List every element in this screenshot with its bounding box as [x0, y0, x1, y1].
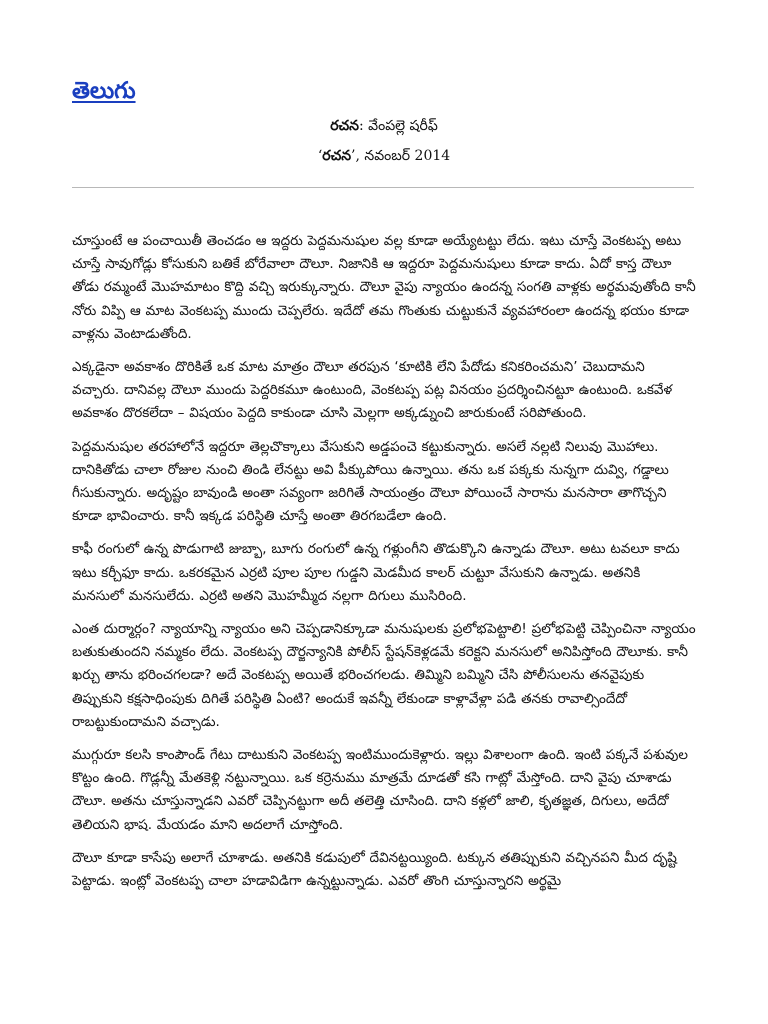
- article-paragraph: చూస్తుంటే ఆ పంచాయితీ తెంచడం ఆ ఇద్దరు పెద్దమనుషుల వల్ల కూడా అయ్యేటట్టు లేదు. ఇటు చూస్తే వెంకటప్ప అటు చూస్తే సావుగోడ్లు కోసుకుని బతికే బోరేవాలా దౌలూ. నిజానికి ఆ ఇద్దరూ పెద్దమనుషులు కూడా కాదు. ఏదో కాస్త దౌలూ తోడు రమ్మంటే మొహమాటం కొద్ది వచ్చి ఇరుక్కున్నారు. దౌలూ వైపు న్యాయం ఉందన్న సంగతి వాళ్లకు అర్థమవుతోంది కానీ నోరు విప్పి ఆ మాట వెంకటప్ప ముందు చెప్పలేరు. ఇదేదో తమ గొంతుకు చుట్టుకునే వ్యవహారంలా ఉందన్న భయం కూడా వాళ్లను వెంటాడుతోంది.: [72, 233, 696, 342]
- author-name: వేంపల్లె షరీఫ్: [368, 118, 438, 134]
- article-body: [72, 230, 696, 903]
- author-line: [0, 116, 768, 136]
- article-paragraph: ఎంత దుర్మార్గం? న్యాయాన్ని న్యాయం అని చెప్పడానిక్కూడా మనుషులకు ప్రలోభపెట్టాలి! ప్రలోభపెట్టి చెప్పించినా న్యాయం బతుకుతుందని నమ్మకం లేదు. వెంకటప్ప దౌర్జన్యానికి పోలీస్ స్టేషన్‌కెళ్లడమే కరెక్టని మనసులో అనిపిస్తోంది దౌలూకు. కానీ ఖర్చు తాను భరించగలడా? అదే వెంకటప్ప అయితే భరించగలడు. తిమ్మిని బమ్మిని చేసి పోలీసులను తనవైపుకు తిప్పుకుని కక్షసాధింపుకు దిగితే పరిస్థితి ఏంటి? అందుకే ఇవన్నీ లేకుండా కాళ్లావేళ్లా పడి తనకు రావాల్సిందేదో రాబట్టుకుందామని వచ్చాడు.: [72, 621, 696, 730]
- horizontal-divider: [72, 187, 694, 188]
- article-paragraph: దౌలూ కూడా కాసేపు అలాగే చూశాడు. అతనికి కడుపులో దేవినట్టయ్యింది. టక్కున తతిప్పుకుని వచ్చినపని మీద దృష్టి పెట్టాడు. ఇంట్లో వెంకటప్ప చాలా హడావిడిగా ఉన్నట్టున్నాడు. ఎవరో తొంగి చూస్తున్నారని అర్థమై: [72, 849, 677, 890]
- article-paragraph: ఎక్కడైనా అవకాశం దొరికితే ఒక మాట మాత్రం దౌలూ తరపున ‘కూటికి లేని పేదోడు కనికరించమని’ చెబుదామని వచ్చారు. దానివల్ల దౌలూ ముందు పెద్దరికమూ ఉంటుంది, వెంకటప్ప పట్ల వినయం ప్రదర్శించినట్టూ ఉంటుంది. ఒకవేళ అవకాశం దొరకలేదా – విషయం పెద్దది కాకుండా చూసి మెల్లగా అక్కడ్నుంచి జారుకుంటే సరిపోతుంది.: [72, 359, 673, 422]
- publication-line: [0, 146, 768, 166]
- source-quote-close: ’: [351, 148, 356, 164]
- article-paragraph: పెద్దమనుషుల తరహాలోనే ఇద్దరూ తెల్లచొక్కాలు వేసుకుని అడ్డపంచె కట్టుకున్నారు. అసలే నల్లటి నిలువు మొహాలు. దానికితోడు చాలా రోజుల నుంచి తిండి లేనట్టు అవి పీక్కుపోయి ఉన్నాయి. తను ఒక పక్కకు నున్నగా దువ్వి, గడ్డాలు గీసుకున్నారు. అదృష్టం బావుండి అంతా సవ్యంగా జరిగితే సాయంత్రం దౌలూ పోయించే సారాను మనసారా తాగొచ్చని కూడా భావించారు. కానీ ఇక్కడ పరిస్థితి చూస్తే అంతా తిరగబడేలా ఉంది.: [72, 438, 669, 525]
- source-name: రచన: [322, 148, 352, 164]
- article-paragraph: కాఫీ రంగులో ఉన్న పొడుగాటి జుబ్బా, బూగు రంగులో ఉన్న గళ్లుంగీని తొడుక్కొని ఉన్నాడు దౌలూ. అటు టవలూ కాదు ఇటు కర్చీఫూ కాదు. ఒకరకమైన ఎర్రటి పూల పూల గుడ్డని మెడమీద కాలర్ చుట్టూ వేసుకుని ఉన్నాడు. అతనికి మనసులో మనసులేదు. ఎర్రటి అతని మొహమ్మీద నల్లగా దిగులు ముసిరింది.: [72, 541, 680, 604]
- site-title: [72, 76, 136, 106]
- article-paragraph: ముగ్గురూ కలసి కాంపౌండ్ గేటు దాటుకుని వెంకటప్ప ఇంటిముందుకెళ్లారు. ఇల్లు విశాలంగా ఉంది. ఇంటి పక్కనే పశువుల కొట్టం ఉంది. గొడ్లన్నీ మేతకెళ్లి నట్టున్నాయి. ఒక కర్రెనుము మాత్రమే దూడతో కసి గాట్లో మేస్తోంది. దాని వైపు చూశాడు దౌలూ. అతను చూస్తున్నాడని ఎవరో చెప్పినట్టుగా అదీ తలెత్తి చూసింది. దాని కళ్లలో జాలి, కృతజ్ఞత, దిగులు, అదేదో తెలియని భాష. మేయడం మాని అదలాగే చూస్తోంది.: [72, 747, 688, 833]
- author-label: రచన: [330, 118, 359, 134]
- site-title-link[interactable]: తెలుగు: [72, 78, 136, 104]
- publication-date: , నవంబర్ 2014: [355, 148, 451, 164]
- source-quote-open: ‘: [317, 148, 323, 164]
- author-separator: :: [358, 118, 369, 134]
